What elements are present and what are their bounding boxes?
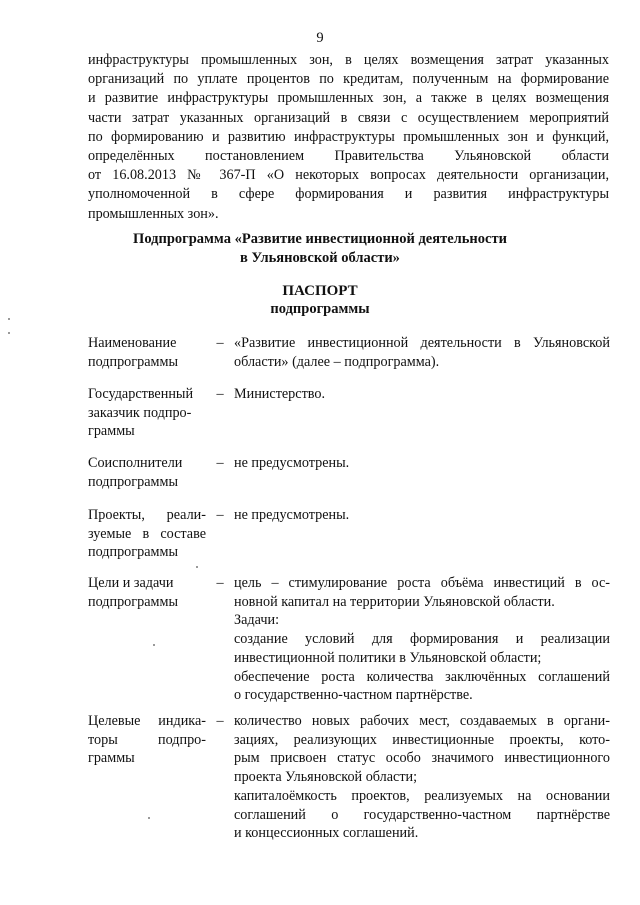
row-label-line: Цели и задачи xyxy=(88,575,174,591)
row-value-line: цель – стимулирование роста объёма инвестиций в ос- xyxy=(234,575,610,591)
row-label-line: подпрограммы xyxy=(88,593,178,610)
intro-line: от 16.08.2013 № 367-П «О некоторых вопросах деятельности организации, xyxy=(88,167,609,184)
row-value-line: обеспечение роста количества заключённых соглашений xyxy=(234,668,610,685)
row-label xyxy=(88,385,206,441)
intro-line: организаций по уплате процентов по кредитам, полученным на формирование xyxy=(88,71,609,88)
passport-title: ПАСПОРТ xyxy=(282,283,358,299)
row-label xyxy=(88,506,206,562)
row-label-line: зуемые в составе xyxy=(88,525,206,542)
row-label-line: подпрограммы xyxy=(88,473,178,490)
intro-line: инфраструктуры промышленных зон, в целях возмещения затрат указанных xyxy=(88,52,609,68)
intro-line: части затрат указанных организаций в связи с осуществлением мероприятий xyxy=(88,109,609,126)
row-value xyxy=(234,385,610,404)
row-dash: – xyxy=(216,575,224,591)
row-value-line: проекта Ульяновской области; xyxy=(234,769,418,786)
row-value xyxy=(234,334,610,371)
row-label-line: подпрограммы xyxy=(88,544,178,561)
row-value-line: о государственно-частном партнёрстве. xyxy=(234,687,473,704)
scan-speck xyxy=(148,817,150,819)
row-dash: – xyxy=(216,455,224,471)
row-value-line: капиталоёмкость проектов, реализуемых на основании xyxy=(234,787,610,804)
row-dash: – xyxy=(216,335,224,351)
row-dash: – xyxy=(216,507,224,523)
row-dash: – xyxy=(216,713,224,729)
row-value xyxy=(234,712,610,843)
row-label-line: заказчик подпро- xyxy=(88,404,192,421)
scan-speck xyxy=(153,644,155,646)
row-label-line: Целевые индика- xyxy=(88,713,206,729)
intro-line: и развитие инфраструктуры промышленных зон, а также в целях возмещения xyxy=(88,90,609,107)
row-label-line: граммы xyxy=(88,423,135,440)
subprogram-heading-line: в Ульяновской области» xyxy=(240,249,400,266)
row-label xyxy=(88,454,206,491)
row-label-line: граммы xyxy=(88,750,135,767)
row-value-line: зациях, реализующих инвестиционные проекты, кото- xyxy=(234,731,610,748)
row-value-line: количество новых рабочих мест, создаваемых в органи- xyxy=(234,713,610,729)
passport-subtitle: подпрограммы xyxy=(270,301,370,317)
row-label xyxy=(88,334,206,371)
row-value-line: инвестиционной политики в Ульяновской области; xyxy=(234,649,542,666)
row-value-line: Задачи: xyxy=(234,612,280,629)
row-label xyxy=(88,574,206,611)
row-label-line: торы подпро- xyxy=(88,731,206,748)
subprogram-heading-line: Подпрограмма «Развитие инвестиционной деятельности xyxy=(133,231,507,247)
scan-speck xyxy=(8,318,10,320)
row-value-line: Министерство. xyxy=(234,386,326,402)
row-value-line: соглашений о государственно-частном партнёрстве xyxy=(234,806,610,823)
row-label xyxy=(88,712,206,768)
scan-speck xyxy=(196,566,198,568)
intro-line: по формированию и развитию инфраструктуры промышленных зон и функций, xyxy=(88,128,609,145)
row-value-line: создание условий для формирования и реализации xyxy=(234,631,610,648)
row-value xyxy=(234,574,610,705)
intro-line: уполномоченной в сфере формирования и развития инфраструктуры xyxy=(88,186,609,203)
row-value-line: «Развитие инвестиционной деятельности в Ульяновской xyxy=(234,335,610,351)
intro-paragraph xyxy=(88,51,609,224)
row-dash: – xyxy=(216,386,224,402)
row-value-line: области» (далее – подпрограмма). xyxy=(234,353,440,370)
row-value-line: рым присвоен статус особо значимого инвестиционного xyxy=(234,750,610,767)
intro-line: промышленных зон». xyxy=(88,205,219,222)
row-value-line: не предусмотрены. xyxy=(234,455,350,471)
row-label-line: Соисполнители xyxy=(88,455,183,471)
row-value-line: новной капитал на территории Ульяновской области. xyxy=(234,593,555,610)
row-label-line: Государственный xyxy=(88,386,194,402)
row-value xyxy=(234,506,610,525)
scan-speck xyxy=(8,332,10,334)
row-value-line: и концессионных соглашений. xyxy=(234,825,419,842)
row-value xyxy=(234,454,610,473)
subprogram-heading xyxy=(0,230,640,267)
row-value-line: не предусмотрены. xyxy=(234,507,350,523)
row-label-line: подпрограммы xyxy=(88,353,178,370)
intro-line: определённых постановлением Правительства Ульяновской области xyxy=(88,148,609,165)
row-label-line: Проекты, реали- xyxy=(88,507,206,523)
page-number: 9 xyxy=(316,30,324,46)
row-label-line: Наименование xyxy=(88,335,177,351)
